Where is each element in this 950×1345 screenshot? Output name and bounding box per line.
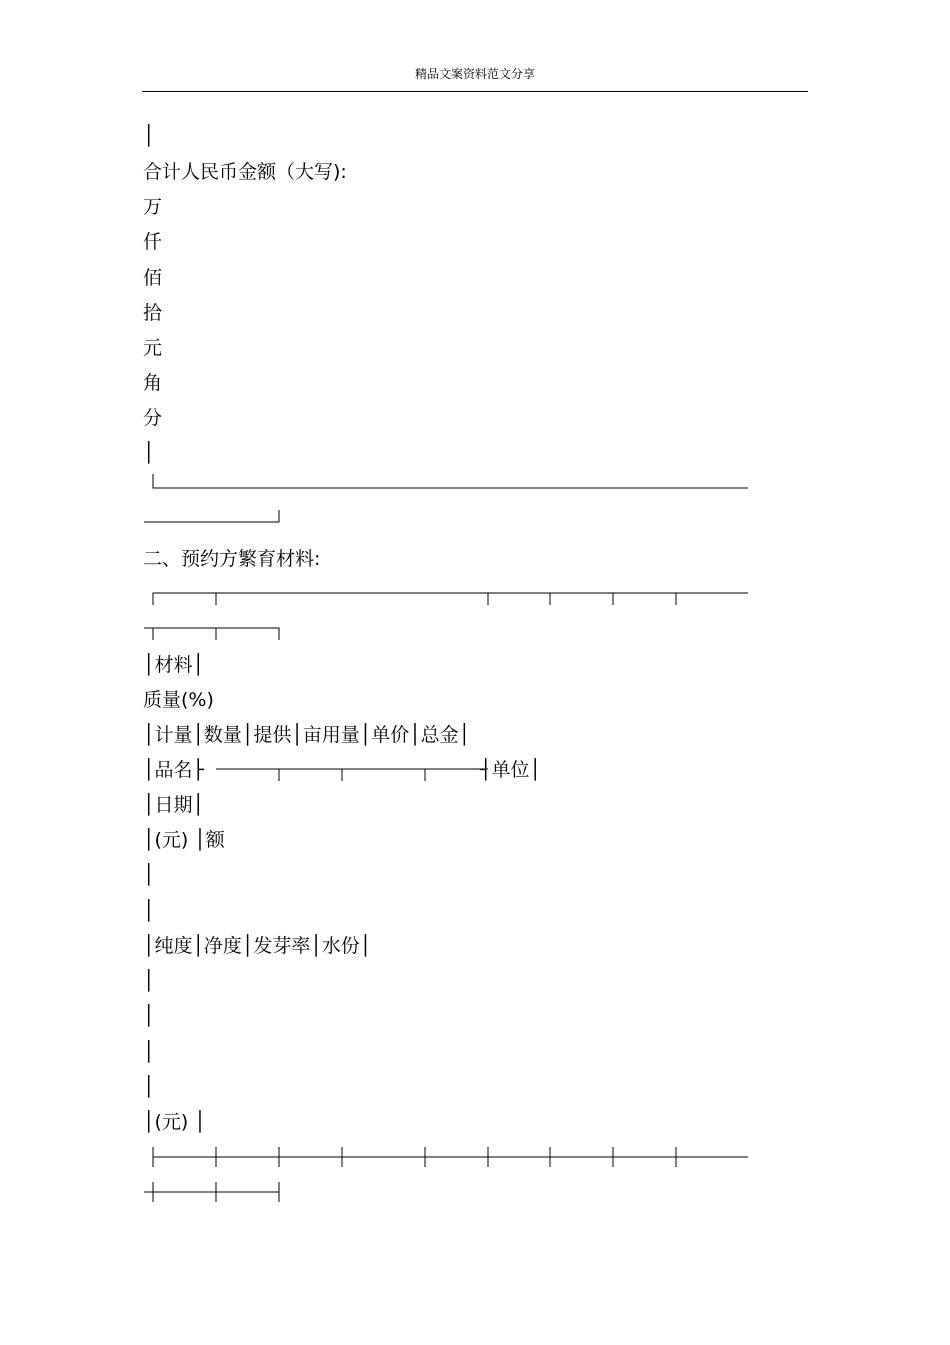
rule-total-bottom-end bbox=[144, 510, 279, 522]
table-row-text: │纯度│净度│发芽率│水份│ bbox=[143, 935, 372, 957]
table-row-text: │ bbox=[143, 970, 155, 992]
total-amount-label: 合计人民币金额（大写): bbox=[143, 161, 347, 183]
table-row-text: │ bbox=[143, 1076, 155, 1098]
table-row-text: │(元) │额 bbox=[143, 829, 225, 851]
header-title: 精品文案资料范文分享 bbox=[414, 67, 535, 81]
table-row-text: 质量(%) bbox=[143, 689, 214, 711]
unit-bai: 佰 bbox=[143, 267, 163, 289]
section-heading: 二、预约方繁育材料: bbox=[143, 548, 321, 570]
table-row-text: │(元) │ bbox=[143, 1111, 206, 1133]
table-row-text: │日期│ bbox=[143, 794, 204, 816]
unit-fen: 分 bbox=[143, 407, 163, 429]
unit-jiao: 角 bbox=[143, 372, 163, 394]
unit-qian: 仟 bbox=[143, 231, 163, 253]
text-line: │ bbox=[143, 442, 155, 464]
unit-shi: 拾 bbox=[143, 302, 163, 324]
text-line: │ bbox=[143, 125, 155, 147]
table-row-text: │ bbox=[143, 900, 155, 922]
rule-material-top-cont-ticks bbox=[153, 628, 216, 640]
table-row-text: │材料│ bbox=[143, 654, 204, 676]
rule-material-top-ticks bbox=[216, 593, 676, 605]
rule-total-bottom bbox=[153, 474, 748, 488]
table-row-text: │ bbox=[143, 1041, 155, 1063]
table-row-text: ┤单位│ bbox=[480, 759, 541, 781]
table-row-text: │计量│数量│提供│亩用量│单价│总金│ bbox=[143, 724, 471, 746]
table-row-text: │品名├ bbox=[143, 759, 204, 781]
table-row-text: │ bbox=[143, 1005, 155, 1027]
rule-material-sep bbox=[153, 1147, 748, 1167]
table-row-text: │ bbox=[143, 864, 155, 886]
rule-material-inner-ticks bbox=[279, 769, 425, 781]
unit-wan: 万 bbox=[143, 196, 163, 218]
rule-material-top-cont bbox=[144, 628, 279, 640]
rule-material-top bbox=[153, 593, 748, 605]
unit-yuan: 元 bbox=[143, 337, 163, 359]
